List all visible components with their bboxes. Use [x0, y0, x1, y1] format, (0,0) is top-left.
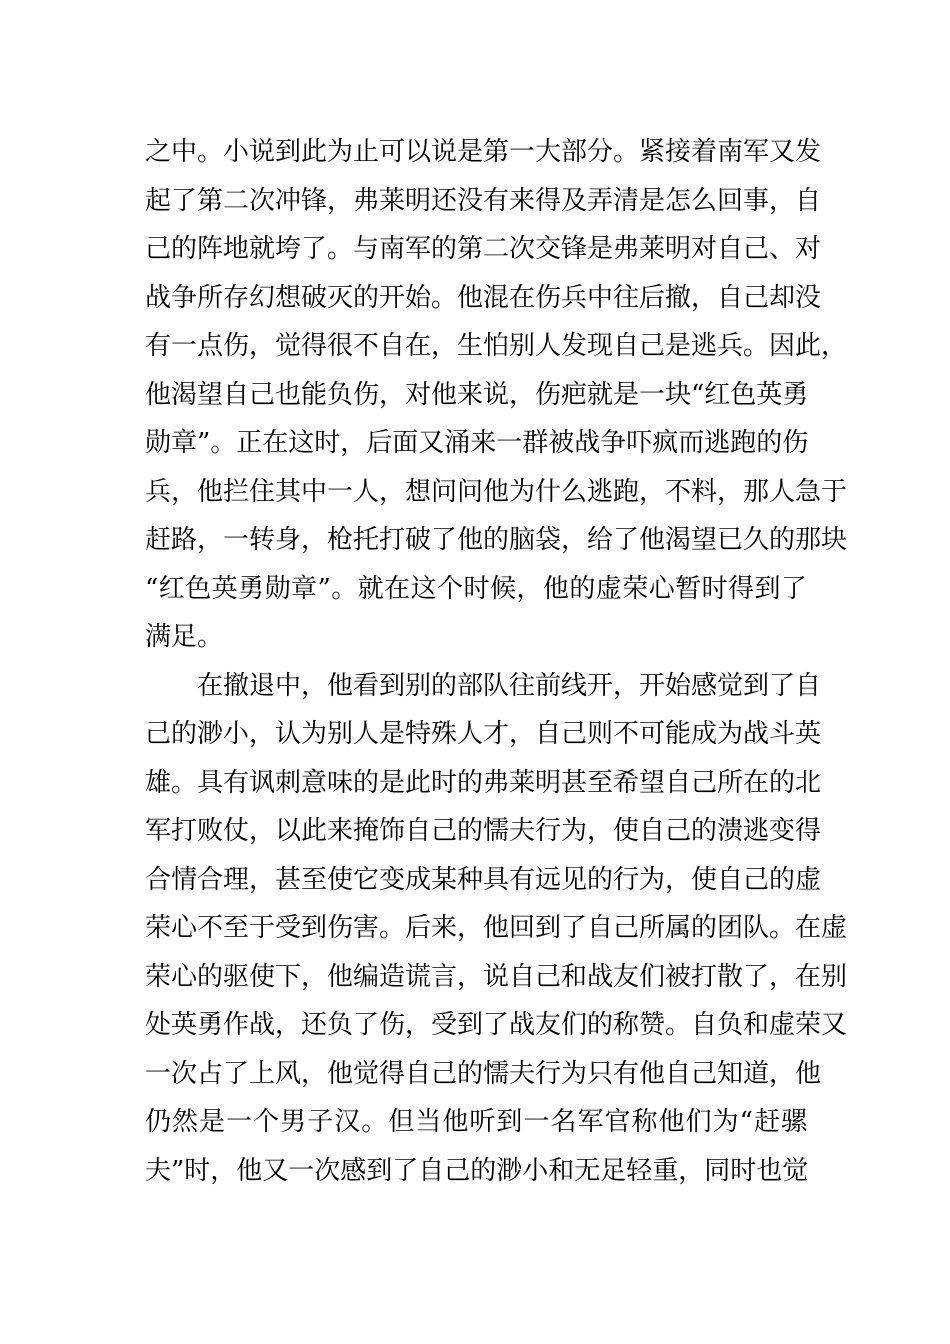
text-line: 处英勇作战，还负了伤，受到了战友们的称赞。自负和虚荣又 [145, 1010, 848, 1040]
text-line: 满足。 [145, 622, 224, 652]
text-line: 己的阵地就垮了。与南军的第二次交锋是弗莱明对自己、对 [145, 234, 822, 264]
text-line: 有一点伤，觉得很不自在，生怕别人发现自己是逃兵。因此， [145, 331, 848, 361]
text-line: 起了第二次冲锋，弗莱明还没有来得及弄清是怎么回事，自 [145, 185, 822, 216]
text-line: 荣心的驱使下，他编造谎言，说自己和战友们被打散了，在别 [145, 961, 848, 992]
text-line: 之中。小说到此为止可以说是第一大部分。紧接着南军又发 [145, 137, 822, 167]
text-line: 仍然是一个男子汉。但当他听到一名军官称他们为“赶骡 [145, 1107, 807, 1137]
body-text [145, 128, 848, 1195]
text-line: “红色英勇勋章”。就在这个时候，他的虚荣心暂时得到了 [145, 573, 807, 604]
text-line: 合情合理，甚至使它变成某种具有远见的行为，使自己的虚 [145, 864, 822, 895]
text-line: 战争所存幻想破灭的开始。他混在伤兵中往后撤，自己却没 [145, 282, 822, 313]
text-line: 荣心不至于受到伤害。后来，他回到了自己所属的团队。在虚 [145, 913, 848, 943]
text-line: 雄。具有讽刺意味的是此时的弗莱明甚至希望自己所在的北 [145, 767, 822, 798]
text-line: 军打败仗，以此来掩饰自己的懦夫行为，使自己的溃逃变得 [145, 816, 822, 846]
text-line: 一次占了上风，他觉得自己的懦夫行为只有他自己知道，他 [145, 1058, 822, 1089]
text-line: 兵，他拦住其中一人，想问问他为什么逃跑，不料，那人急于 [145, 476, 848, 507]
text-line: 己的渺小，认为别人是特殊人才，自己则不可能成为战斗英 [145, 719, 822, 749]
text-line: 赶路，一转身，枪托打破了他的脑袋，给了他渴望已久的那块 [145, 525, 848, 555]
text-line: 在撤退中，他看到别的部队往前线开，开始感觉到了自 [197, 670, 822, 701]
paragraph-2 [145, 662, 848, 1196]
text-line: 夫”时，他又一次感到了自己的渺小和无足轻重，同时也觉 [145, 1155, 809, 1186]
text-line: 勋章”。正在这时，后面又涌来一群被战争吓疯而逃跑的伤 [145, 428, 809, 458]
paragraph-1 [145, 128, 848, 662]
text-line: 他渴望自己也能负伤，对他来说，伤疤就是一块“红色英勇 [145, 379, 809, 410]
